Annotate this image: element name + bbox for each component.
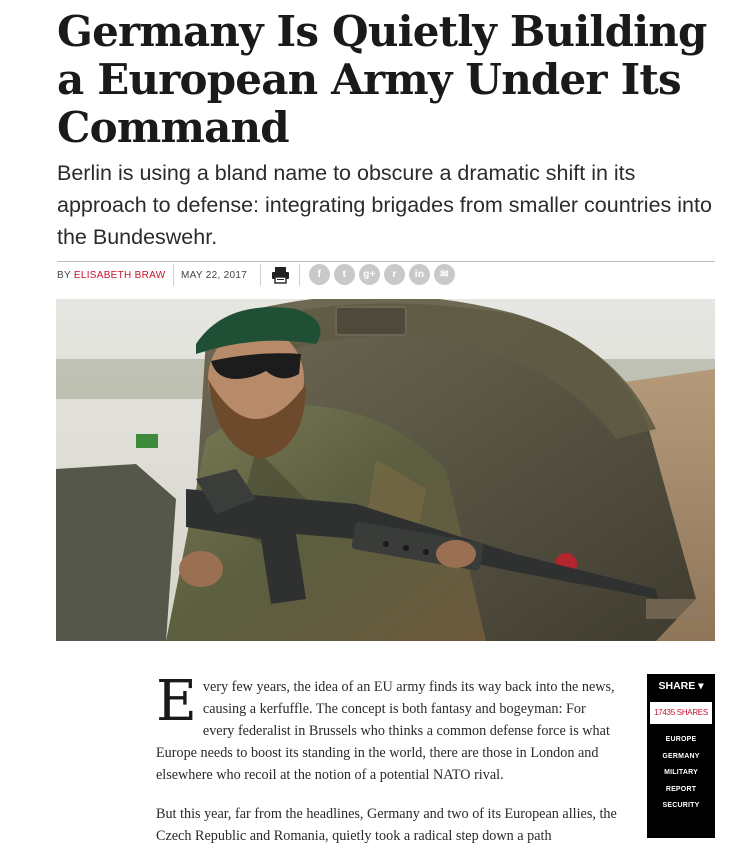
divider — [173, 264, 174, 286]
google-plus-icon[interactable]: g+ — [359, 264, 380, 285]
author-link[interactable]: ELISABETH BRAW — [73, 270, 166, 281]
email-icon[interactable]: ✉ — [434, 264, 455, 285]
reddit-icon[interactable]: r — [384, 264, 405, 285]
divider — [260, 264, 261, 286]
share-sidebar — [647, 674, 715, 838]
byline-prefix: BY — [57, 270, 71, 281]
share-count: 17435 SHARES — [650, 702, 712, 724]
facebook-icon[interactable]: f — [309, 264, 330, 285]
byline — [57, 270, 166, 281]
byline-bar — [57, 261, 715, 288]
print-icon[interactable] — [272, 266, 289, 284]
tag-link[interactable]: GERMANY — [662, 752, 700, 760]
drop-cap: E — [156, 669, 197, 734]
tag-link[interactable]: REPORT — [665, 785, 697, 793]
tag-link[interactable]: SECURITY — [662, 802, 700, 809]
linkedin-icon[interactable]: in — [409, 264, 430, 285]
publish-date: MAY 22, 2017 — [181, 270, 248, 281]
article-headline: Germany Is Quietly Building a European Army Under Its Command — [57, 7, 707, 152]
tag-link[interactable]: MILITARY — [664, 769, 698, 776]
social-share-icons — [309, 264, 455, 285]
article-body — [156, 669, 618, 864]
twitter-icon[interactable]: t — [334, 264, 355, 285]
hero-image — [56, 299, 715, 641]
article-paragraph — [156, 669, 618, 786]
tag-list — [647, 732, 715, 815]
divider — [299, 264, 300, 286]
paragraph-text: very few years, the idea of an EU army finds its way back into the news, causing a kerfuffle. The concept is both fantasy and bogeyman: For every federalist in Brussels who thinks a common defense force is what Europe needs to boost its standing in the world, there are those in London and elsewhere who recoil at the notion of a potential NATO rival. — [156, 679, 615, 783]
tag-link[interactable]: EUROPE — [665, 736, 697, 743]
article-paragraph: But this year, far from the headlines, Germany and two of its European allies, the Czech Republic and Romania, quietly took a radical step down a path — [156, 806, 617, 844]
share-button[interactable]: SHARE ▾ — [658, 680, 704, 692]
article-dek: Berlin is using a bland name to obscure a dramatic shift in its approach to defense: integrating brigades from smaller countries into the Bundeswehr. — [57, 161, 712, 249]
